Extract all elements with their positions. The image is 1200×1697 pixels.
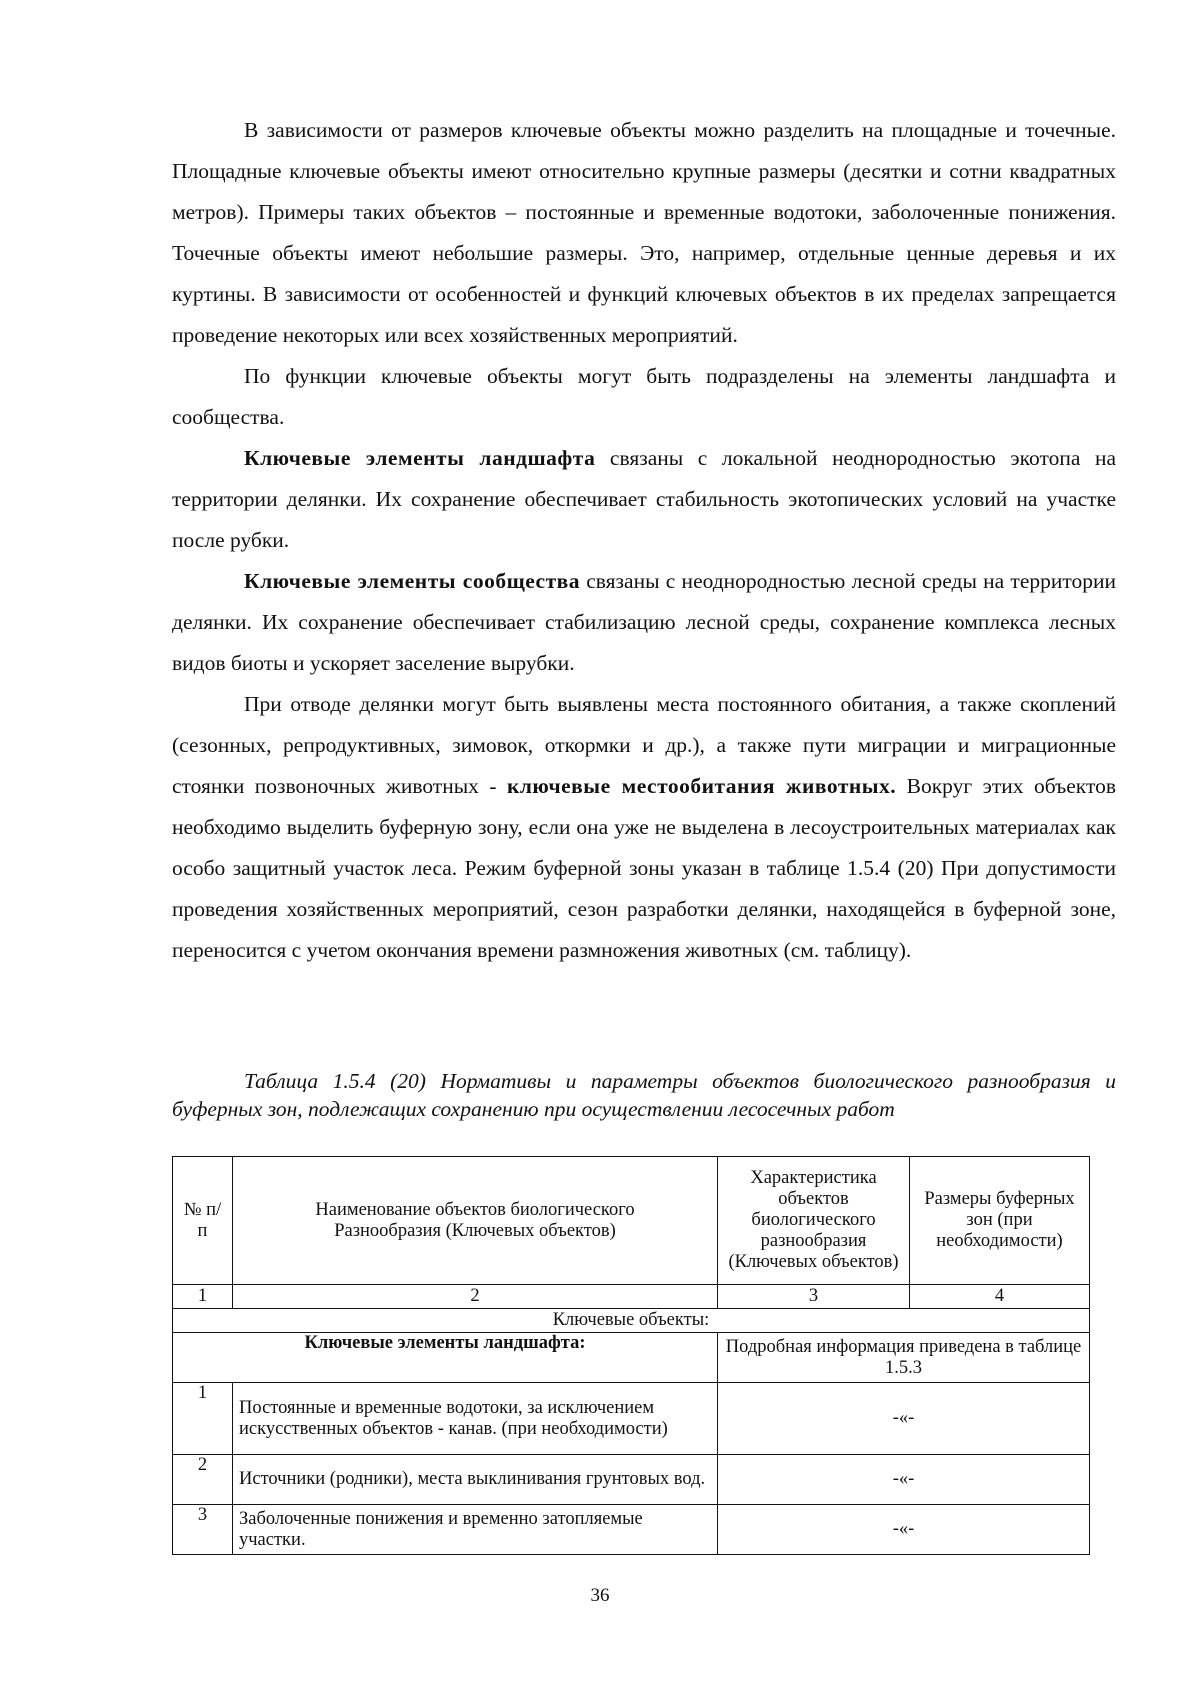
paragraph-3-text: связаны с локальной неоднородностью экотопа на территории делянки. Их сохранение обеспечивает стабильность экотопических условий на участке после рубки. xyxy=(172,446,1116,552)
page-number: 36 xyxy=(590,1585,610,1606)
subsection-info: Подробная информация приведена в таблице 1.5.3 xyxy=(718,1333,1090,1383)
table-header-row xyxy=(173,1157,1090,1285)
table-caption: Таблица 1.5.4 (20) Нормативы и параметры объектов биологического разнообразия и буферных зон, подлежащих сохранению при осуществлении лесосечных работ xyxy=(172,1069,1116,1121)
row-2-value: -«- xyxy=(718,1455,1090,1505)
body-text xyxy=(172,110,1116,971)
row-2-name: Источники (родники), места выклинивания грунтовых вод. xyxy=(233,1455,718,1505)
subsection-title: Ключевые элементы ландшафта: xyxy=(173,1333,718,1383)
animal-habitats-term: ключевые местообитания животных. xyxy=(506,774,897,798)
col-number-3: 3 xyxy=(718,1285,910,1309)
community-elements-term: Ключевые элементы сообщества xyxy=(244,569,580,593)
subsection-row xyxy=(173,1333,1090,1383)
paragraph-5-text-b: Вокруг этих объектов необходимо выделить буферную зону, если она уже не выделена в лесоустроительных материалах как особо защитный участок леса. Режим буферной зоны указан в таблице 1.5.4 (20) При допустимости проведения хозяйственных мероприятий, сезон разработки делянки, находящейся в буферной зоне, переносится с учетом окончания времени размножения животных (см. таблицу). xyxy=(172,774,1116,962)
table-row xyxy=(173,1455,1090,1505)
col-number-1: 1 xyxy=(173,1285,233,1309)
row-2-num: 2 xyxy=(173,1455,233,1505)
row-3-name: Заболоченные понижения и временно затопляемые участки. xyxy=(233,1505,718,1555)
table-row xyxy=(173,1383,1090,1455)
header-characteristics: Характеристика объектов биологического разнообразия (Ключевых объектов) xyxy=(718,1157,910,1285)
paragraph-5 xyxy=(172,684,1116,971)
header-name: Наименование объектов биологического Разнообразия (Ключевых объектов) xyxy=(233,1157,718,1285)
paragraph-5-text-a: При отводе делянки могут быть выявлены места постоянного обитания, а также скоплений (сезонных, репродуктивных, зимовок, откормки и др.), а также пути миграции и миграционные стоянки позвоночных животных - xyxy=(172,692,1116,798)
section-row xyxy=(173,1309,1090,1333)
col-number-2: 2 xyxy=(233,1285,718,1309)
header-num: № п/п xyxy=(173,1157,233,1285)
landscape-elements-term: Ключевые элементы ландшафта xyxy=(244,446,596,470)
table-row xyxy=(173,1505,1090,1555)
row-3-value: -«- xyxy=(718,1505,1090,1555)
row-1-num: 1 xyxy=(173,1383,233,1455)
column-number-row xyxy=(173,1285,1090,1309)
section-title: Ключевые объекты: xyxy=(173,1309,1090,1333)
paragraph-4 xyxy=(172,561,1116,684)
paragraph-3 xyxy=(172,438,1116,561)
row-1-name: Постоянные и временные водотоки, за исключением искусственных объектов - канав. (при необходимости) xyxy=(233,1383,718,1455)
paragraph-4-text: связаны с неоднородностью лесной среды на территории делянки. Их сохранение обеспечивает стабилизацию лесной среды, сохранение комплекса лесных видов биоты и ускоряет заселение вырубки. xyxy=(172,569,1116,675)
paragraph-1: В зависимости от размеров ключевые объекты можно разделить на площадные и точечные. Площадные ключевые объекты имеют относительно крупные размеры (десятки и сотни квадратных метров). Примеры таких объектов – постоянные и временные водотоки, заболоченные понижения. Точечные объекты имеют небольшие размеры. Это, например, отдельные ценные деревья и их куртины. В зависимости от особенностей и функций ключевых объектов в их пределах запрещается проведение некоторых или всех хозяйственных мероприятий. xyxy=(172,118,1116,347)
row-3-num: 3 xyxy=(173,1505,233,1555)
row-1-value: -«- xyxy=(718,1383,1090,1455)
biodiversity-table xyxy=(172,1156,1090,1555)
col-number-4: 4 xyxy=(910,1285,1090,1309)
header-buffer-size: Размеры буферных зон (при необходимости) xyxy=(910,1157,1090,1285)
paragraph-2: По функции ключевые объекты могут быть подразделены на элементы ландшафта и сообщества. xyxy=(172,364,1116,429)
